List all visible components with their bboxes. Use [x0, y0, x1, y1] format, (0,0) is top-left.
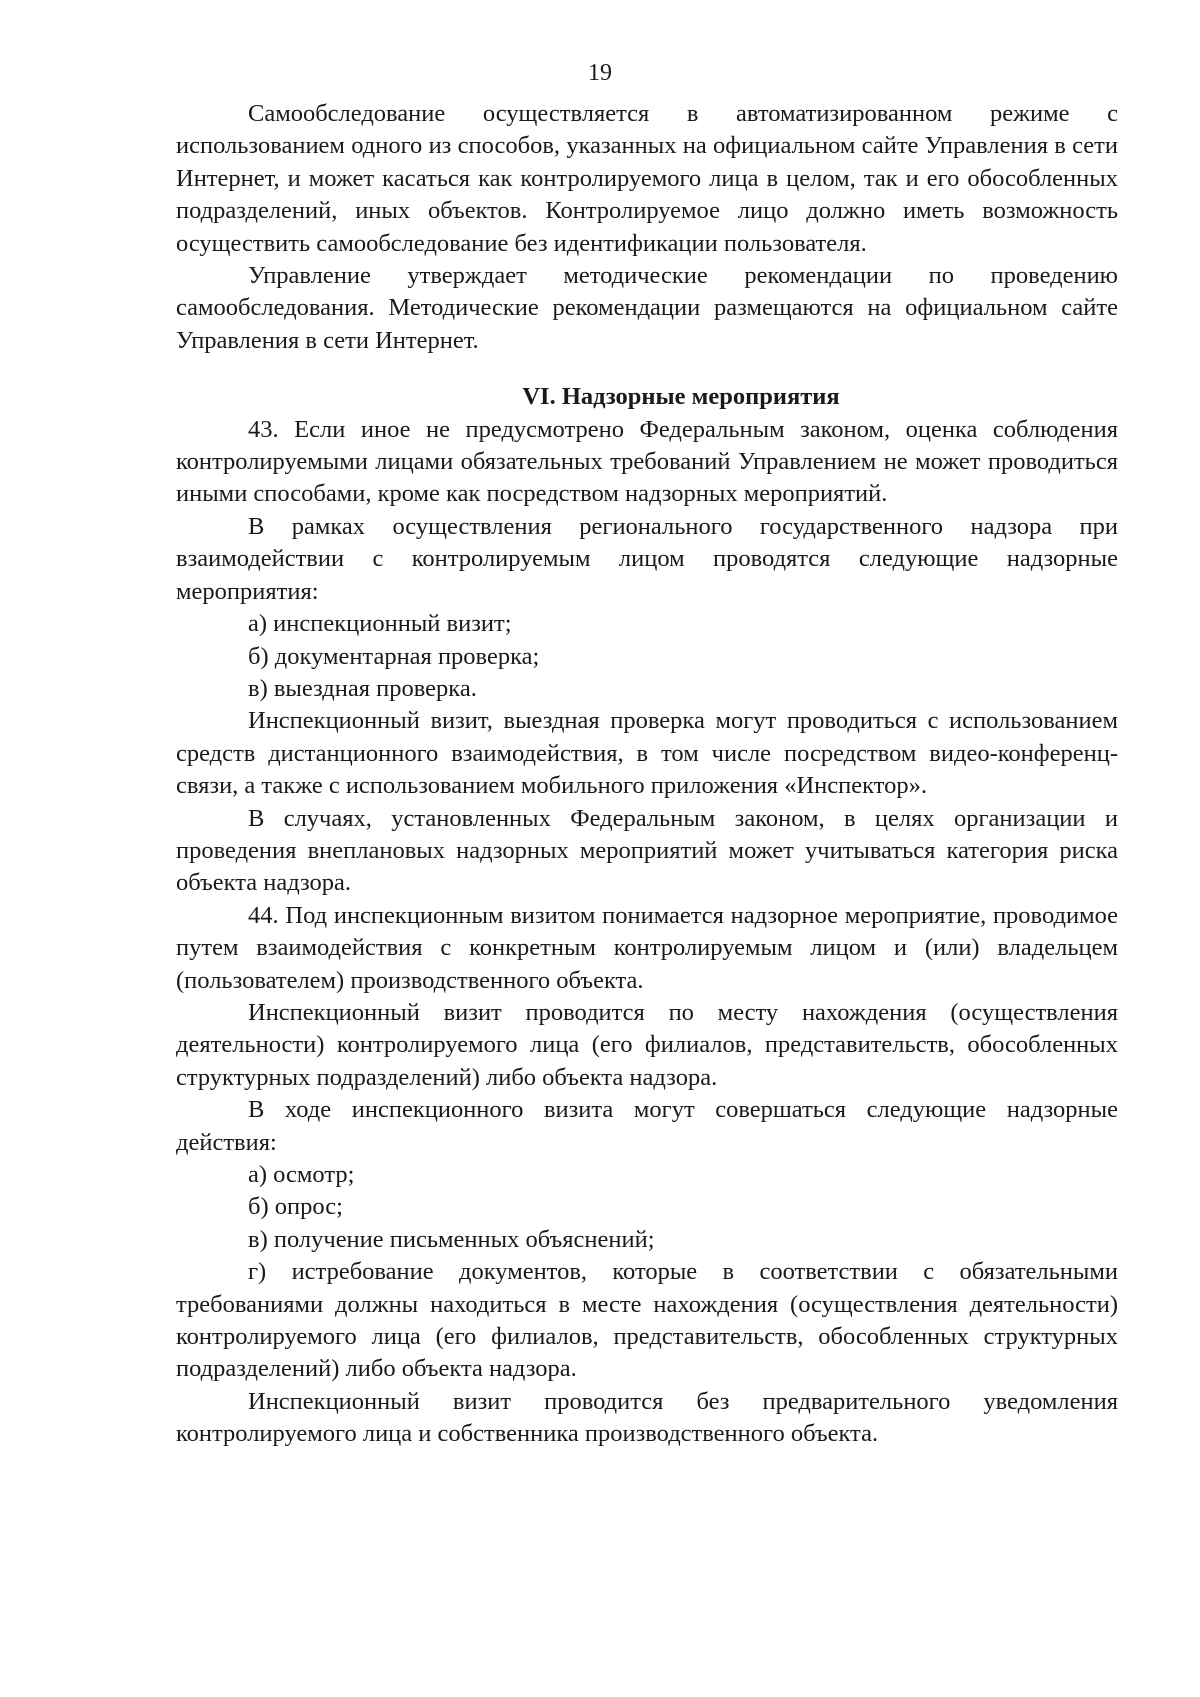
list-item: б) документарная проверка; — [248, 642, 540, 670]
list-item: а) инспекционный визит; — [248, 610, 512, 638]
page-number: 19 — [588, 60, 612, 86]
paragraph: В ходе инспекционного визита могут совершаться следующие надзорные действия: — [176, 1096, 1118, 1156]
list-item: г) истребование документов, которые в соответствии с обязательными требованиями должны находиться в месте нахождения (осуществления деятельности) контролируемого лица (его филиалов, представительств, обособленных структурных подразделений) либо объекта надзора. — [176, 1258, 1118, 1383]
paragraph: Самообследование осуществляется в автоматизированном режиме с использованием одного из способов, указанных на официальном сайте Управления в сети Интернет, и может касаться как контролируемого лица в целом, так и его обособленных подразделений, иных объектов. Контролируемое лицо должно иметь возможность осуществить самообследование без идентификации пользователя. — [176, 100, 1118, 257]
list-item: в) выездная проверка. — [248, 674, 477, 702]
list-item: б) опрос; — [248, 1193, 343, 1221]
paragraph: Инспекционный визит проводится по месту нахождения (осуществления деятельности) контролируемого лица (его филиалов, представительств, обособленных структурных подразделений) либо объекта надзора. — [176, 998, 1118, 1091]
section-heading: VI. Надзорные мероприятия — [522, 383, 840, 411]
paragraph: 43. Если иное не предусмотрено Федеральным законом, оценка соблюдения контролируемыми лицами обязательных требований Управлением не может проводиться иными способами, кроме как посредством надзорных мероприятий. — [176, 415, 1118, 508]
document-body — [176, 98, 1118, 1451]
list-item: а) осмотр; — [248, 1161, 355, 1188]
paragraph: Управление утверждает методические рекомендации по проведению самообследования. Методические рекомендации размещаются на официальном сайте Управления в сети Интернет. — [176, 262, 1118, 354]
paragraph: В рамках осуществления регионального государственного надзора при взаимодействии с контролируемым лицом проводятся следующие надзорные мероприятия: — [176, 512, 1118, 605]
paragraph: Инспекционный визит проводится без предварительного уведомления контролируемого лица и собственника производственного объекта. — [176, 1387, 1118, 1448]
paragraph: В случаях, установленных Федеральным законом, в целях организации и проведения внеплановых надзорных мероприятий может учитываться категория риска объекта надзора. — [176, 804, 1118, 897]
paragraph: Инспекционный визит, выездная проверка могут проводиться с использованием средств дистанционного взаимодействия, в том числе посредством видео-конференц-связи, а также с использованием мобильного приложения «Инспектор». — [176, 707, 1118, 800]
list-item: в) получение письменных объяснений; — [248, 1225, 655, 1253]
paragraph: 44. Под инспекционным визитом понимается надзорное мероприятие, проводимое путем взаимодействия с конкретным контролируемым лицом и (или) владельцем (пользователем) производственного объекта. — [176, 901, 1118, 994]
